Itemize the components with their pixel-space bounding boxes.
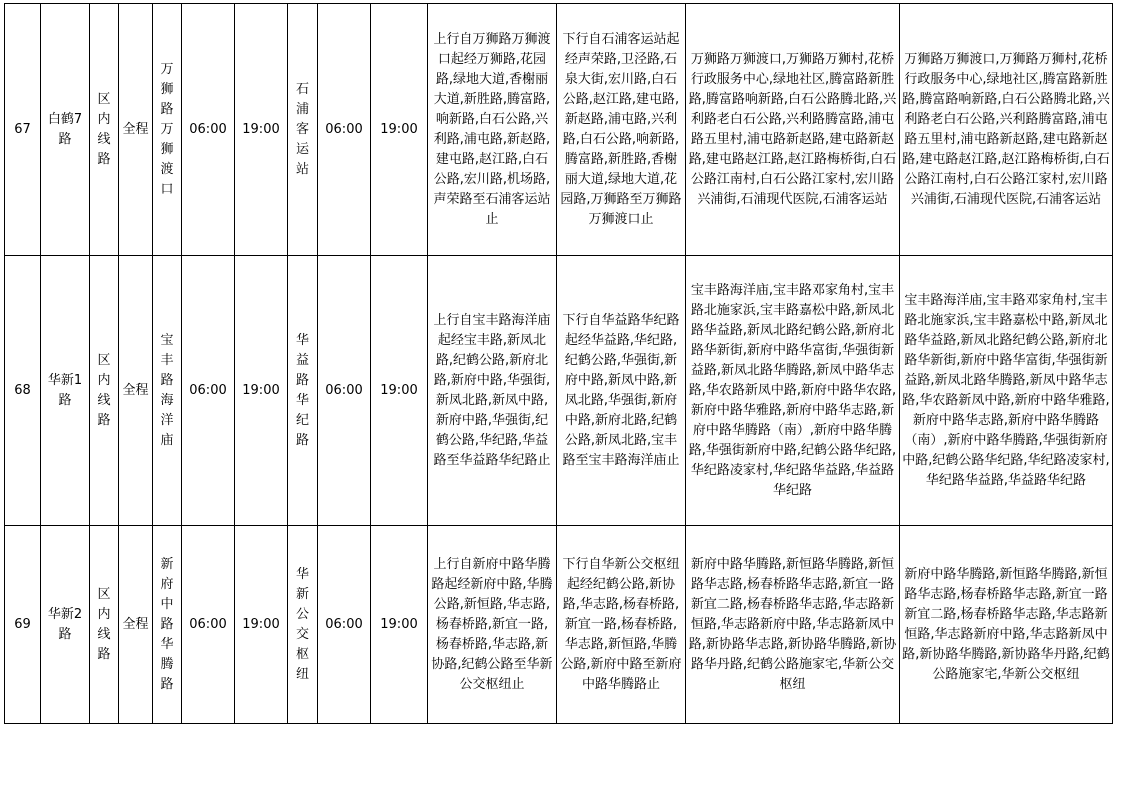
up-route-description: 上行自宝丰路海洋庙起经宝丰路,新凤北路,纪鹤公路,新府北路,新府中路,华强街,新凤北路,新凤中路,新府中路,华强街,纪鹤公路,华纪路,华益路至华益路华纪路止 [428, 256, 557, 526]
down-route-description: 下行自石浦客运站起经声荣路,卫泾路,石泉大街,宏川路,白石公路,赵江路,建屯路,新赵路,浦屯路,兴利路,白石公路,响新路,腾富路,新胜路,香榭丽大道,绿地大道,花园路,万狮路至万狮路万狮渡口止 [557, 4, 686, 256]
route-coverage: 全程 [119, 526, 153, 724]
table-row [5, 256, 1113, 526]
bus-route-table [4, 3, 1113, 724]
route-number: 67 [5, 4, 41, 256]
route-type: 区内线路 [90, 4, 119, 256]
route-coverage: 全程 [119, 256, 153, 526]
end-station: 华益路华纪路 [288, 256, 318, 526]
up-stops-list: 新府中路华腾路,新恒路华腾路,新恒路华志路,杨春桥路华志路,新宜一路新宜二路,杨春桥路华志路,华志路新恒路,华志路新府中路,华志路新凤中路,新协路华志路,新协路华腾路,新协路华丹路,纪鹤公路施家宅,华新公交枢纽 [686, 526, 900, 724]
table-row [5, 4, 1113, 256]
down-stops-list: 宝丰路海洋庙,宝丰路邓家角村,宝丰路北施家浜,宝丰路嘉松中路,新凤北路华益路,新凤北路纪鹤公路,新府北路华新街,新府中路华富街,华强街新益路,新凤北路华腾路,新凤中路华志路,华农路新凤中路,新府中路华雅路,新府中路华志路,新府中路华腾路（南）,新府中路华腾路,华强街新府中路,纪鹤公路华纪路,华纪路凌家村,华纪路华益路,华益路华纪路 [900, 256, 1113, 526]
route-name: 华新1路 [41, 256, 90, 526]
start-last-bus: 19:00 [235, 4, 288, 256]
down-stops-list: 新府中路华腾路,新恒路华腾路,新恒路华志路,杨春桥路华志路,新宜一路新宜二路,杨春桥路华志路,华志路新恒路,华志路新府中路,华志路新凤中路,新协路华腾路,新协路华丹路,纪鹤公路施家宅,华新公交枢纽 [900, 526, 1113, 724]
route-name: 华新2路 [41, 526, 90, 724]
start-station: 宝丰路海洋庙 [153, 256, 182, 526]
end-last-bus: 19:00 [371, 4, 428, 256]
start-station: 新府中路华腾路 [153, 526, 182, 724]
route-coverage: 全程 [119, 4, 153, 256]
end-last-bus: 19:00 [371, 256, 428, 526]
start-last-bus: 19:00 [235, 526, 288, 724]
route-type: 区内线路 [90, 256, 119, 526]
up-route-description: 上行自新府中路华腾路起经新府中路,华腾公路,新恒路,华志路,杨春桥路,新宜一路,杨春桥路,华志路,新协路,纪鹤公路至华新公交枢纽止 [428, 526, 557, 724]
route-number: 69 [5, 526, 41, 724]
up-route-description: 上行自万狮路万狮渡口起经万狮路,花园路,绿地大道,香榭丽大道,新胜路,腾富路,响新路,白石公路,兴利路,浦屯路,新赵路,建屯路,赵江路,白石公路,宏川路,机场路,声荣路至石浦客运站止 [428, 4, 557, 256]
down-route-description: 下行自华益路华纪路起经华益路,华纪路,纪鹤公路,华强街,新府中路,新凤中路,新凤北路,华强街,新府中路,新府北路,纪鹤公路,新凤北路,宝丰路至宝丰路海洋庙止 [557, 256, 686, 526]
up-stops-list: 宝丰路海洋庙,宝丰路邓家角村,宝丰路北施家浜,宝丰路嘉松中路,新凤北路华益路,新凤北路纪鹤公路,新府北路华新街,新府中路华富街,华强街新益路,新凤北路华腾路,新凤中路华志路,华农路新凤中路,新府中路华农路,新府中路华雅路,新府中路华志路,新府中路华腾路（南）,新府中路华腾路,华强街新府中路,纪鹤公路华纪路,华纪路凌家村,华纪路华益路,华益路华纪路 [686, 256, 900, 526]
end-first-bus: 06:00 [318, 4, 371, 256]
route-type: 区内线路 [90, 526, 119, 724]
end-first-bus: 06:00 [318, 256, 371, 526]
end-station: 华新公交枢纽 [288, 526, 318, 724]
down-stops-list: 万狮路万狮渡口,万狮路万狮村,花桥行政服务中心,绿地社区,腾富路新胜路,腾富路响新路,白石公路腾北路,兴利路老白石公路,兴利路腾富路,浦屯路五里村,浦屯路新赵路,建屯路新赵路,建屯路赵江路,赵江路梅桥街,白石公路江南村,白石公路江家村,宏川路兴浦街,石浦现代医院,石浦客运站 [900, 4, 1113, 256]
up-stops-list: 万狮路万狮渡口,万狮路万狮村,花桥行政服务中心,绿地社区,腾富路新胜路,腾富路响新路,白石公路腾北路,兴利路老白石公路,兴利路腾富路,浦屯路五里村,浦屯路新赵路,建屯路新赵路,建屯路赵江路,赵江路梅桥街,白石公路江南村,白石公路江家村,宏川路兴浦街,石浦现代医院,石浦客运站 [686, 4, 900, 256]
route-number: 68 [5, 256, 41, 526]
start-first-bus: 06:00 [182, 4, 235, 256]
start-first-bus: 06:00 [182, 526, 235, 724]
down-route-description: 下行自华新公交枢纽起经纪鹤公路,新协路,华志路,杨春桥路,新宜一路,杨春桥路,华志路,新恒路,华腾公路,新府中路至新府中路华腾路止 [557, 526, 686, 724]
start-first-bus: 06:00 [182, 256, 235, 526]
end-last-bus: 19:00 [371, 526, 428, 724]
end-station: 石浦客运站 [288, 4, 318, 256]
start-last-bus: 19:00 [235, 256, 288, 526]
start-station: 万狮路万狮渡口 [153, 4, 182, 256]
route-name: 白鹤7路 [41, 4, 90, 256]
end-first-bus: 06:00 [318, 526, 371, 724]
table-row [5, 526, 1113, 724]
